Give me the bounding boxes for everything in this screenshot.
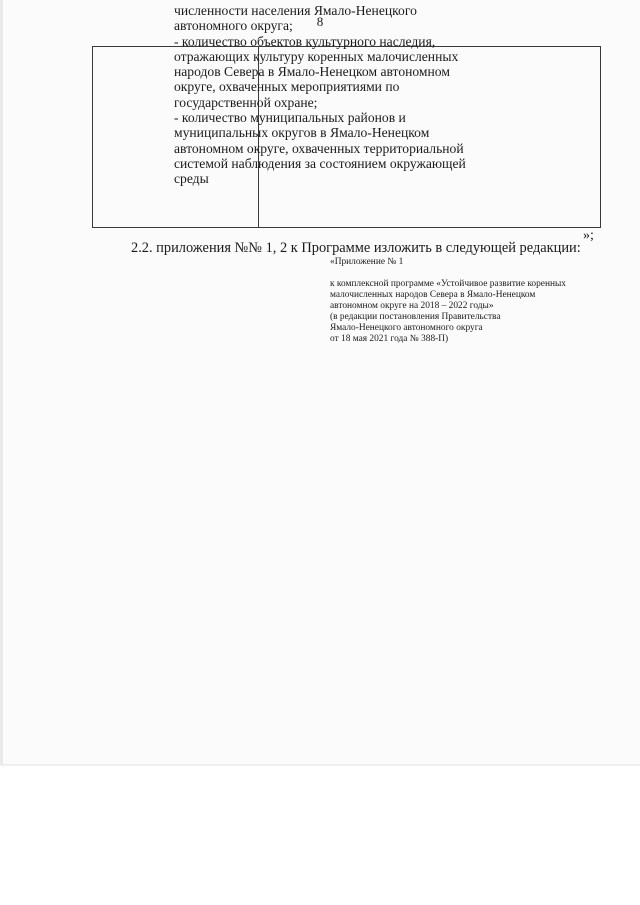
table-right-cell xyxy=(174,3,504,187)
annex-line: от 18 мая 2021 года № 388-П) xyxy=(330,334,449,344)
table-cell-line: отражающих культуру коренных малочисленных xyxy=(174,48,459,64)
amendment-item: 2.2. приложения №№ 1, 2 к Программе изложить в следующей редакции: xyxy=(131,240,581,256)
table-cell-line: автономного округа; xyxy=(174,18,293,34)
annex-line: (в редакции постановления Правительства xyxy=(330,312,501,322)
annex-line: Ямало-Ненецкого автономного округа xyxy=(330,323,483,333)
scan-bottom-edge xyxy=(0,764,640,767)
table-cell-line: народов Севера в Ямало-Ненецком автономном xyxy=(174,64,450,80)
annex-line: к комплексной программе «Устойчивое развитие коренных xyxy=(330,279,566,289)
table-cell-line: - количество объектов культурного наследия, xyxy=(174,33,436,49)
scan-left-edge xyxy=(0,0,3,766)
table-cell-line: муниципальных округов в Ямало-Ненецком xyxy=(174,125,430,141)
closing-quote-mark: »; xyxy=(583,228,594,243)
table-cell-line: системой наблюдения за состоянием окружающей xyxy=(174,155,466,171)
table-cell-line: численности населения Ямало-Ненецкого xyxy=(174,3,417,18)
table-cell-line: - количество муниципальных районов и xyxy=(174,110,406,126)
annex-line: малочисленных народов Севера в Ямало-Ненецком xyxy=(330,290,536,300)
page-number: 8 xyxy=(316,14,324,29)
annex-title: «Приложение № 1 xyxy=(330,257,404,267)
annex-header-block xyxy=(330,279,566,345)
table-cell-line: государственной охране; xyxy=(174,94,318,110)
annex-line: автономном округе на 2018 – 2022 годы» xyxy=(330,301,494,311)
table-cell-line: автономном округе, охваченных территориальной xyxy=(174,140,464,156)
table-cell-line: среды xyxy=(174,171,209,187)
table-cell-line: округе, охваченных мероприятиями по xyxy=(174,79,400,95)
